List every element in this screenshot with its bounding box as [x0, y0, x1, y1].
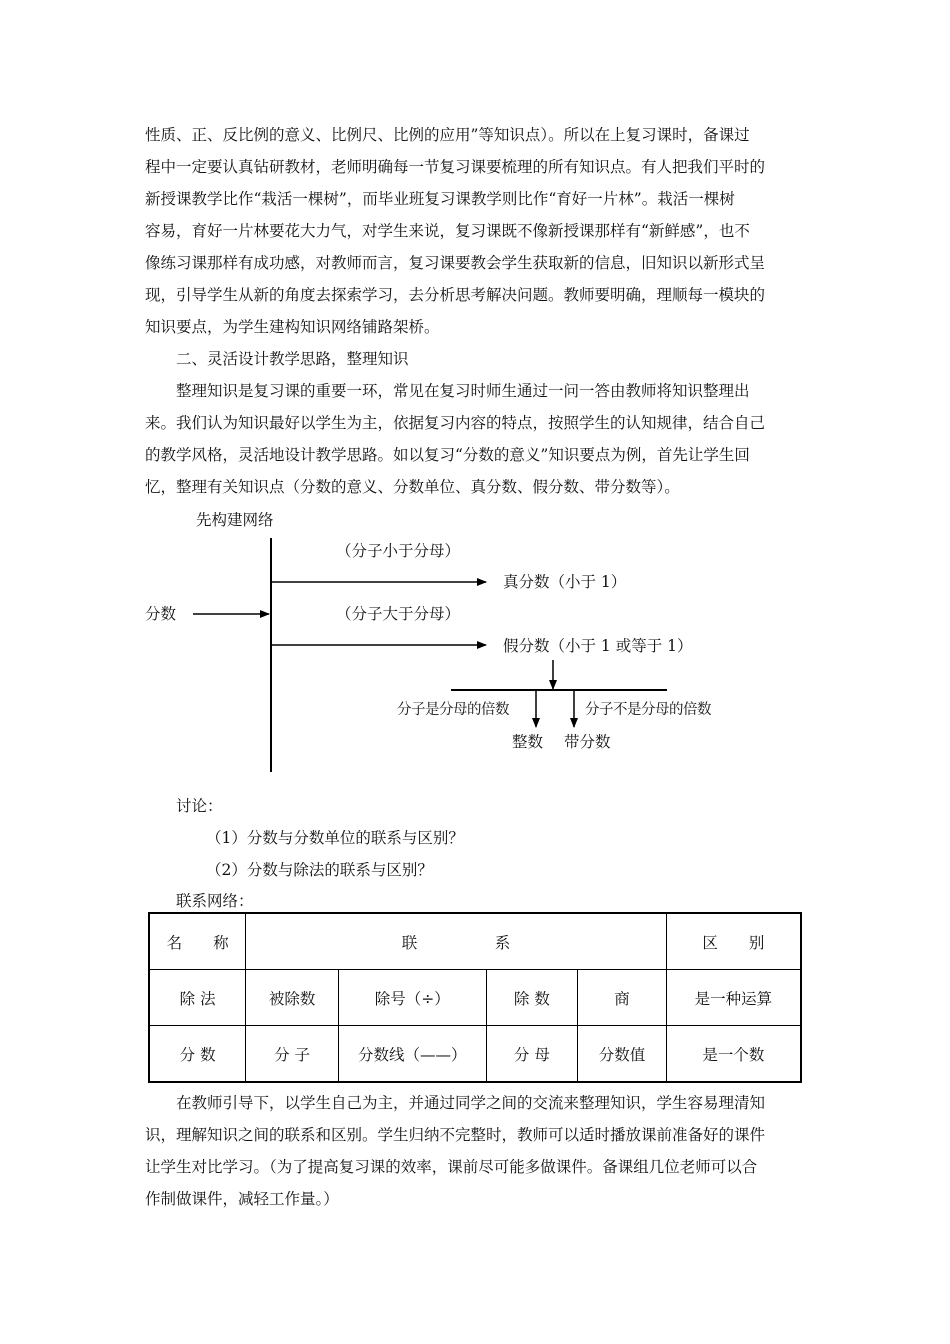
text-line: 忆，整理有关知识点（分数的意义、分数单位、真分数、假分数、带分数等）。 — [145, 478, 680, 496]
network-label: 联系网络： — [176, 892, 254, 910]
cell: 分数值 — [578, 1026, 667, 1083]
header-name: 名 称 — [149, 913, 246, 970]
condition-less: （分子小于分母） — [336, 542, 461, 560]
cell: 分 数 — [149, 1026, 246, 1083]
integer-label: 整数 — [512, 733, 544, 751]
cell: 商 — [578, 970, 667, 1026]
text-line: 让学生对比学习。（为了提高复习课的效率，课前尽可能多做课件。备课组几位老师可以合 — [145, 1158, 758, 1176]
condition-greater: （分子大于分母） — [336, 605, 461, 623]
table-row — [149, 970, 801, 1026]
text-line: 性质、正、反比例的意义、比例尺、比例的应用”等知识点）。所以在上复习课时，备课过 — [145, 126, 750, 144]
proper-fraction-label: 真分数（小于 1） — [503, 573, 627, 591]
condition-multiple: 分子是分母的倍数 — [397, 702, 509, 718]
table-header-row — [149, 913, 801, 970]
improper-fraction-label: 假分数（小于 1 或等于 1） — [503, 637, 693, 655]
discussion-question: （2）分数与除法的联系与区别？ — [206, 861, 433, 879]
table-row — [149, 1026, 801, 1083]
header-relation: 联 系 — [246, 913, 667, 970]
text-line: 来。我们认为知识最好以学生为主，依据复习内容的特点，按照学生的认知规律，结合自己 — [145, 414, 766, 432]
text-line: 识，理解知识之间的联系和区别。学生归纳不完整时，教师可以适时播放课前准备好的课件 — [145, 1126, 766, 1144]
cell: 除 数 — [486, 970, 578, 1026]
text-line: 知识要点，为学生建构知识网络铺路架桥。 — [145, 318, 440, 336]
text-line: 像练习课那样有成功感，对教师而言，复习课要教会学生获取新的信息，旧知识以新形式呈 — [145, 254, 766, 272]
discussion-question: （1）分数与分数单位的联系与区别？ — [206, 829, 464, 847]
section-heading: 二、灵活设计教学思路，整理知识 — [176, 350, 409, 368]
cell: 是一个数 — [666, 1026, 801, 1083]
text-line: 在教师引导下，以学生自己为主，并通过同学之间的交流来整理知识，学生容易理清知 — [176, 1094, 766, 1112]
cell: 是一种运算 — [666, 970, 801, 1026]
cell: 除号（÷） — [338, 970, 486, 1026]
cell: 分数线（——） — [338, 1026, 486, 1083]
fraction-root-label: 分数 — [145, 605, 177, 623]
text-line: 的教学风格，灵活地设计教学思路。如以复习“分数的意义”知识要点为例，首先让学生回 — [145, 446, 750, 464]
header-difference: 区 别 — [666, 913, 801, 970]
diagram-caption: 先构建网络 — [196, 511, 274, 529]
cell: 除 法 — [149, 970, 246, 1026]
discussion-label: 讨论： — [176, 797, 223, 815]
cell: 被除数 — [246, 970, 339, 1026]
cell: 分 子 — [246, 1026, 339, 1083]
text-line: 容易，育好一片林要花大力气，对学生来说，复习课既不像新授课那样有“新鲜感”，也不 — [145, 222, 750, 240]
mixed-number-label: 带分数 — [564, 733, 611, 751]
condition-not-multiple: 分子不是分母的倍数 — [585, 702, 711, 718]
text-line: 新授课教学比作“栽活一棵树”，而毕业班复习课教学则比作“育好一片林”。栽活一棵树 — [145, 190, 735, 208]
text-line: 整理知识是复习课的重要一环，常见在复习时师生通过一问一答由教师将知识整理出 — [176, 382, 750, 400]
text-line: 程中一定要认真钻研教材，老师明确每一节复习课要梳理的所有知识点。有人把我们平时的 — [145, 158, 766, 176]
cell: 分 母 — [486, 1026, 578, 1083]
text-line: 作制做课件，减轻工作量。） — [145, 1190, 339, 1208]
comparison-table — [148, 912, 802, 1083]
text-line: 现，引导学生从新的角度去探索学习，去分析思考解决问题。教师要明确，理顺每一模块的 — [145, 286, 766, 304]
